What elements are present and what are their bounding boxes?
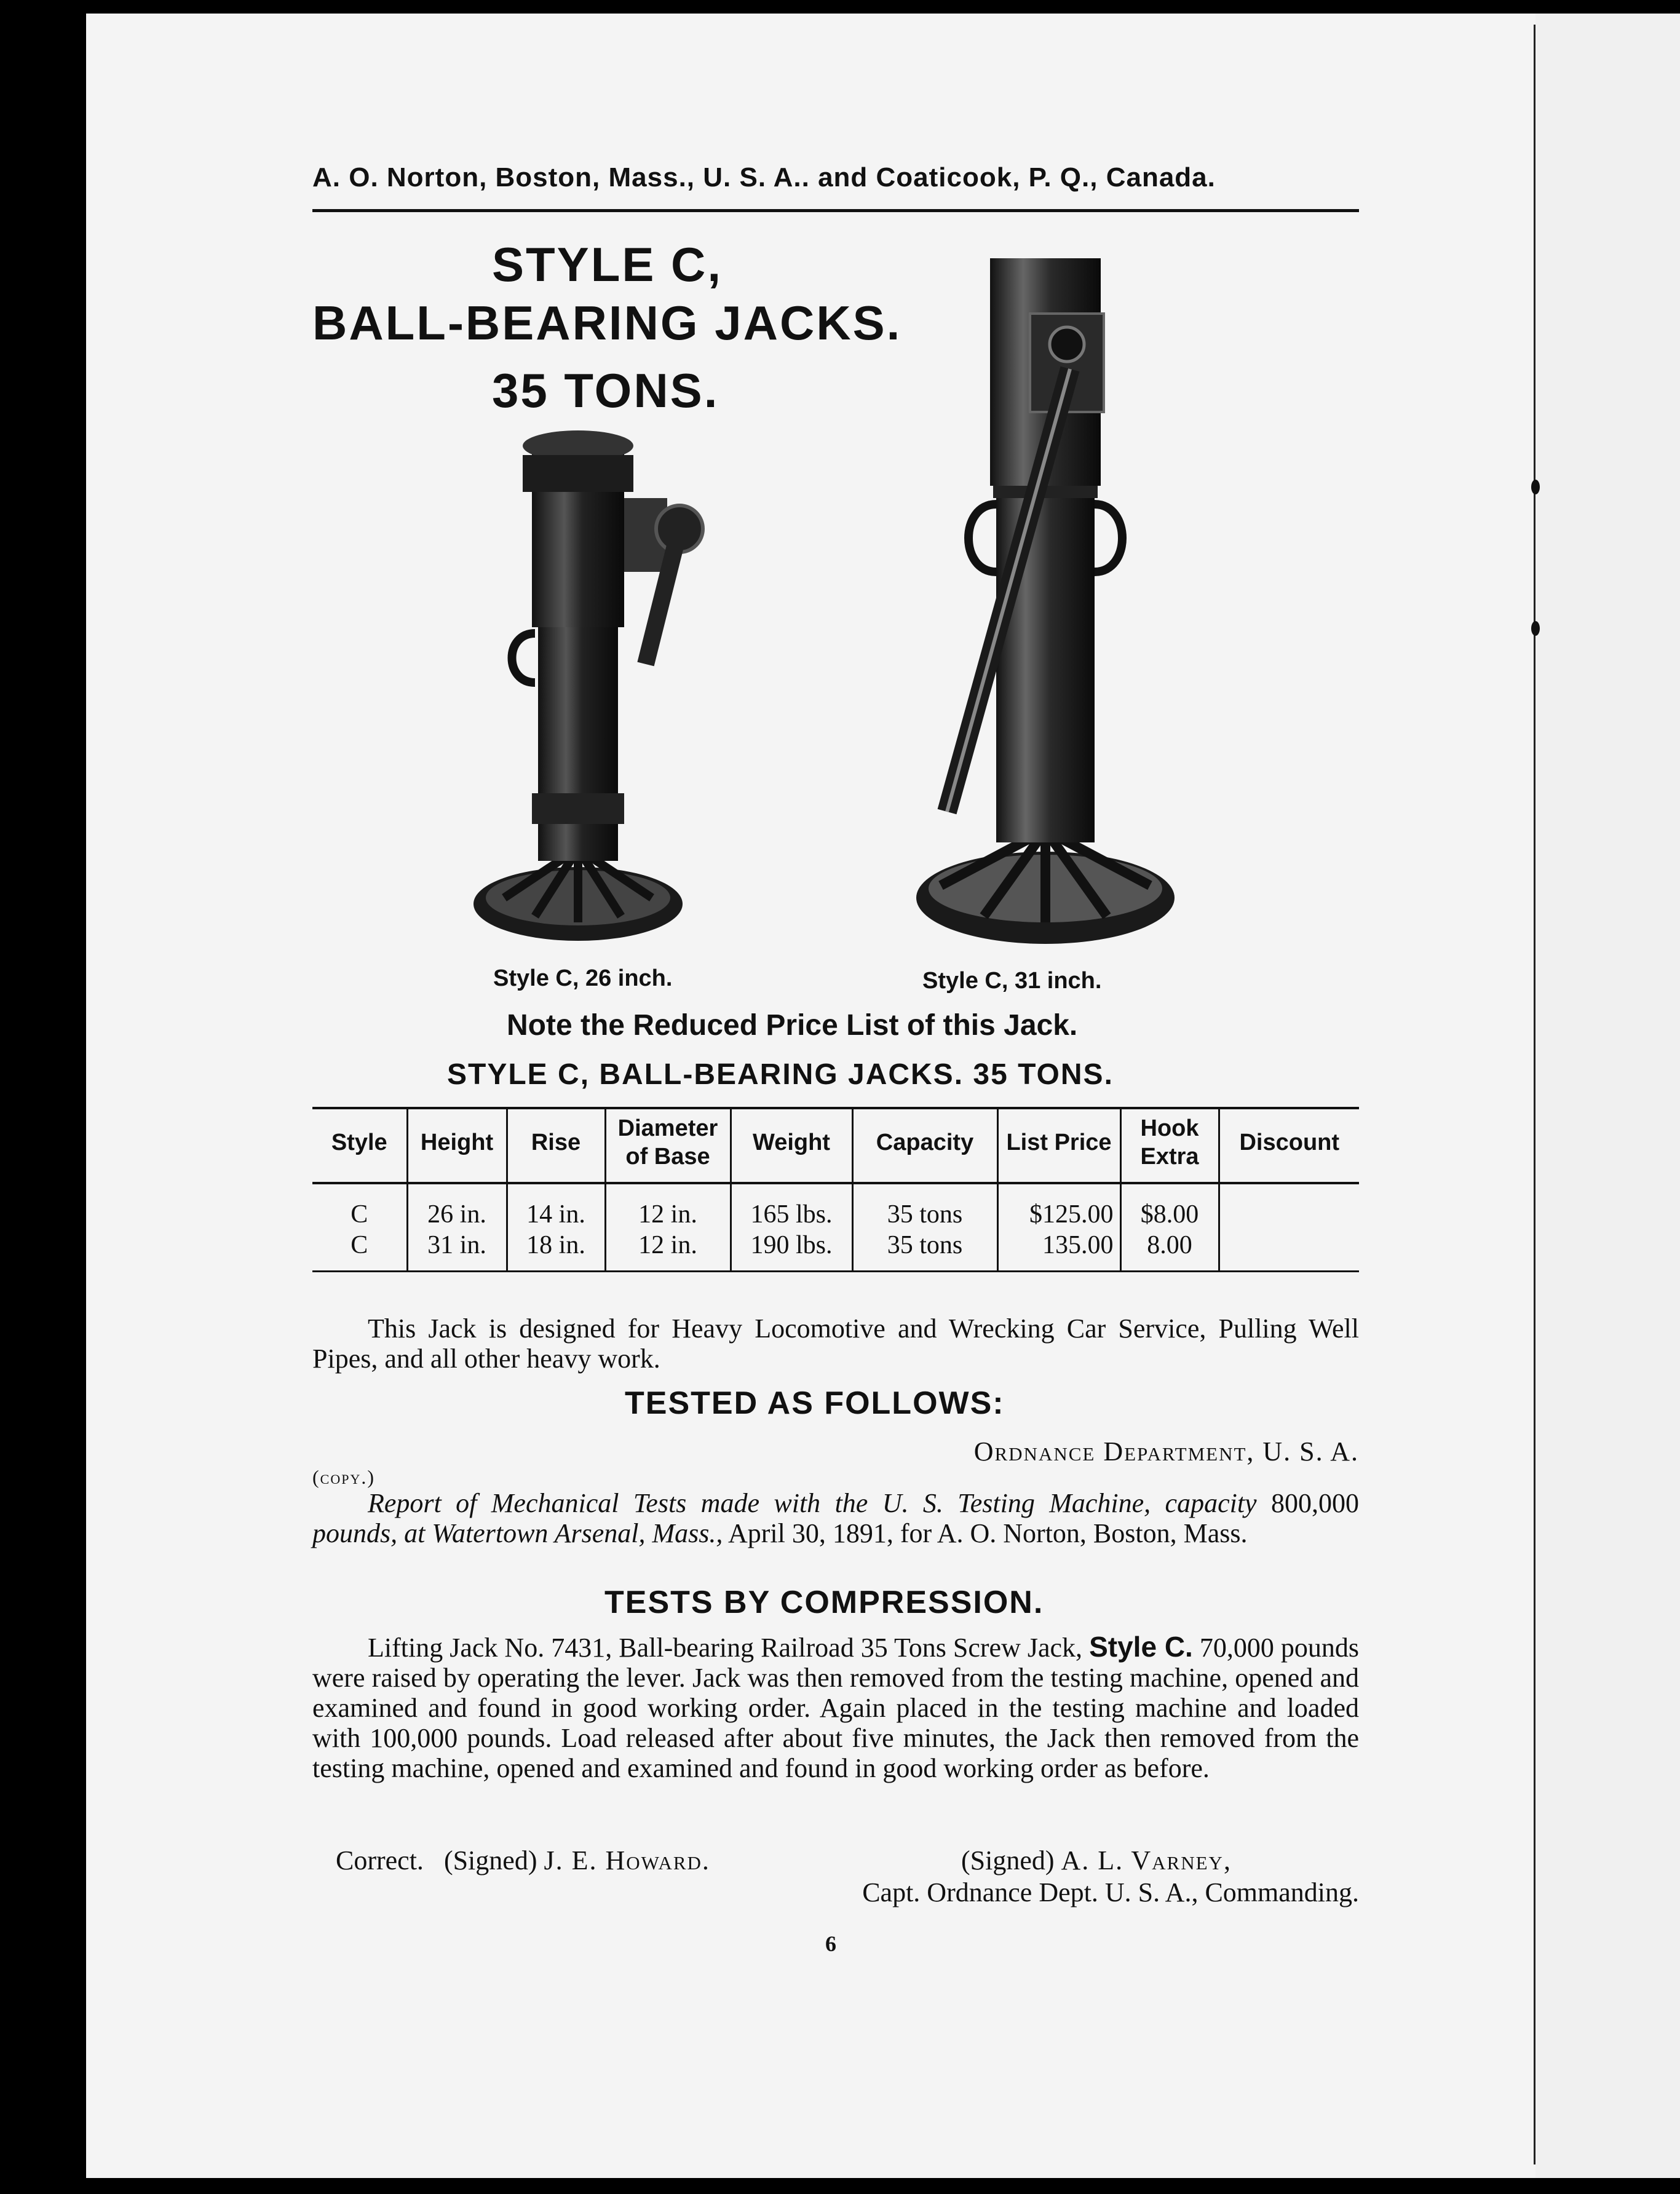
table-title: STYLE C, BALL-BEARING JACKS. 35 TONS. xyxy=(447,1058,1114,1091)
signed-prefix: (Signed) xyxy=(443,1845,537,1875)
price-note: Note the Reduced Price List of this Jack. xyxy=(507,1009,1078,1042)
report-pounds-italic: pounds, at Watertown Arsenal, Mass., xyxy=(312,1518,723,1548)
copy-label: (copy.) xyxy=(312,1466,375,1488)
col-header-weight: Weight xyxy=(731,1108,852,1183)
figure-caption-right: Style C, 31 inch. xyxy=(922,968,1102,994)
page-header: A. O. Norton, Boston, Mass., U. S. A.. and Coaticook, P. Q., Canada. xyxy=(312,162,1216,192)
header-rule xyxy=(312,209,1359,212)
table-cell: 35 tons xyxy=(887,1231,963,1259)
signer-varney: A. L. Varney, xyxy=(1061,1845,1232,1875)
table-cell: $8.00 xyxy=(1140,1200,1199,1229)
table-cell: 14 in. xyxy=(526,1200,585,1229)
col-header-rise: Rise xyxy=(507,1108,605,1183)
report-pounds-number: 800,000 xyxy=(1271,1488,1359,1518)
correct-label: Correct. xyxy=(336,1845,424,1875)
col-header-discount: Discount xyxy=(1219,1108,1359,1183)
table-cell: 165 lbs. xyxy=(750,1200,833,1229)
table-cell: C xyxy=(351,1231,368,1259)
facing-page-edge xyxy=(1535,14,1680,2178)
signer-title: Capt. Ordnance Dept. U. S. A., Commanding. xyxy=(862,1877,1359,1907)
binding-mark xyxy=(1531,480,1540,494)
signature-line-1 xyxy=(336,1845,710,1876)
table-cell: 135.00 xyxy=(1042,1231,1114,1259)
col-header-diameter: Diameter of Base xyxy=(605,1108,731,1183)
table-cell: $125.00 xyxy=(1029,1200,1114,1229)
table-cell: 26 in. xyxy=(427,1200,486,1229)
col-header-style: Style xyxy=(312,1108,407,1183)
table-cell: 190 lbs. xyxy=(750,1231,833,1259)
col-header-list-price: List Price xyxy=(997,1108,1120,1183)
page-fold xyxy=(1534,25,1535,2164)
compression-body: 70,000 pounds were raised by operating the lever. Jack was then removed from the testing machine, opened and examined and found in good working order. Again placed in the testing machine and loaded with 100,000 pounds. Load released after about five minutes, the Jack then removed from the testing machine, opened and examined and found in good working order as before. xyxy=(312,1633,1360,1783)
tested-heading: TESTED AS FOLLOWS: xyxy=(625,1385,1005,1421)
binding-mark xyxy=(1531,621,1540,636)
department-name: Ordnance Department, U. S. A. xyxy=(973,1436,1359,1467)
table-row xyxy=(312,1183,1359,1272)
jack-26-inch-image xyxy=(467,424,738,953)
compression-style: Style C. xyxy=(1089,1631,1193,1663)
jack-31-inch-image xyxy=(904,252,1187,953)
compression-heading: TESTS BY COMPRESSION. xyxy=(604,1585,1044,1620)
description-paragraph: This Jack is designed for Heavy Locomotive and Wrecking Car Service, Pulling Well Pipes, and all other heavy work. xyxy=(312,1313,1359,1374)
table-cell: 8.00 xyxy=(1147,1231,1192,1259)
col-header-capacity: Capacity xyxy=(852,1108,997,1183)
table-cell: C xyxy=(351,1200,368,1229)
table-cell: 18 in. xyxy=(526,1231,585,1259)
compression-lead: Lifting Jack No. 7431, Ball-bearing Railroad 35 Tons Screw Jack, xyxy=(368,1633,1083,1663)
title-line-3: 35 TONS. xyxy=(492,363,719,418)
table-cell: 31 in. xyxy=(427,1231,486,1259)
signature-line-2 xyxy=(961,1845,1232,1876)
title-line-2: BALL-BEARING JACKS. xyxy=(312,296,902,350)
report-rest: April 30, 1891, for A. O. Norton, Boston, Mass. xyxy=(727,1518,1248,1548)
signed-prefix: (Signed) xyxy=(961,1845,1055,1875)
signer-howard: J. E. Howard. xyxy=(544,1845,710,1875)
col-header-hook-extra: Hook Extra xyxy=(1120,1108,1219,1183)
compression-paragraph xyxy=(312,1632,1359,1783)
table-cell: 12 in. xyxy=(638,1200,697,1229)
report-italic: Report of Mechanical Tests made with the U. S. Testing Machine, capacity xyxy=(368,1488,1257,1518)
table-cell: 35 tons xyxy=(887,1200,963,1229)
report-paragraph xyxy=(312,1488,1359,1548)
table-cell: 12 in. xyxy=(638,1231,697,1259)
col-header-height: Height xyxy=(407,1108,507,1183)
page-number: 6 xyxy=(825,1931,836,1956)
title-line-1: STYLE C, xyxy=(492,237,723,291)
price-table xyxy=(312,1107,1359,1272)
figure-caption-left: Style C, 26 inch. xyxy=(493,965,673,991)
